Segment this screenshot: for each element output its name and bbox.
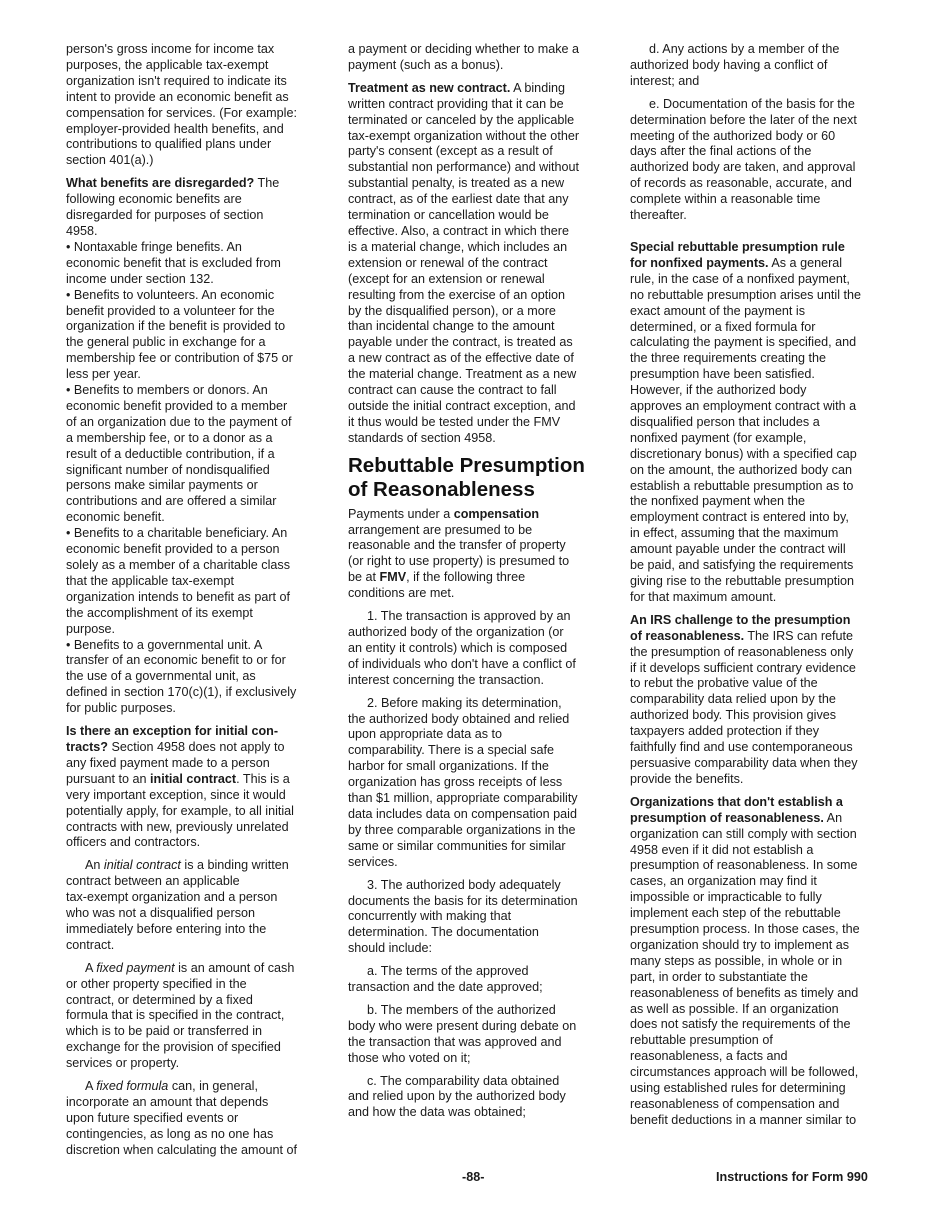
text-line: immediately before entering into the: [66, 921, 267, 936]
text-run: be at: [348, 570, 380, 585]
text-line: benefit provided to a volunteer for the: [66, 303, 275, 318]
text-line: authorized body of the organization (or: [348, 625, 564, 639]
text-line: the three requirements creating the: [630, 351, 827, 366]
text-line: comparability. There is a special safe: [348, 743, 555, 758]
text-line: harbor for small organizations. If the: [348, 759, 549, 774]
text-line: substantial penalty, is treated as a new: [348, 176, 565, 191]
text-line: and relied upon by the authorized body: [348, 1089, 566, 1104]
text-run: An: [823, 810, 843, 825]
text-line: amount payable under the contract will: [630, 542, 846, 557]
text-line: authorized body having a conflict of: [630, 57, 828, 72]
italic-term: fixed formula: [96, 1079, 169, 1094]
text-line: complete within a reasonable time: [630, 192, 821, 207]
text-line: presumption have been satisfied.: [630, 367, 815, 382]
text-line: income under section 132.: [66, 271, 214, 286]
section-heading: [348, 454, 610, 503]
text-run: As a general: [768, 255, 843, 270]
text-line: contract between an applicable: [66, 874, 240, 889]
text-line: [348, 507, 610, 523]
text-line: the transaction that was approved and: [348, 1034, 562, 1049]
run-in-heading: Organizations that don't establish a: [630, 794, 843, 809]
sub-item-a: [348, 964, 610, 996]
text-line: (except for an extension or renewal: [348, 271, 545, 286]
text-line: economic benefit provided to a member: [66, 398, 288, 413]
text-line: [66, 1079, 328, 1095]
list-item-3: [348, 878, 610, 958]
text-line: than incidental change to the amount: [348, 319, 555, 334]
text-run: Payments under a: [348, 506, 454, 521]
text-run: Section 4958 does not apply to: [108, 739, 285, 754]
text-line: effective. Also, a contract in which there: [348, 223, 569, 238]
text-line: outside the initial contract exception, and: [348, 398, 576, 413]
text-line: that the applicable tax-exempt: [66, 573, 235, 588]
text-line: approves an employment contract with a: [630, 399, 857, 414]
text-line: However, if the authorized body: [630, 383, 807, 398]
text-line: rule, in the case of a nonfixed payment,: [630, 271, 850, 286]
text-line: upon appropriate data as to: [348, 727, 503, 742]
text-line: any fixed payment made to a person: [66, 755, 270, 770]
text-line: organization intends to benefit as part of: [66, 589, 291, 604]
text-column-right: [630, 42, 892, 1136]
text-line: membership fee or contribution of $75 or: [66, 351, 293, 366]
text-line: than $1 million, appropriate comparability: [348, 791, 578, 806]
italic-term: initial contract: [103, 858, 181, 873]
text-line: purpose.: [66, 621, 116, 636]
paragraph-organizations-no-presumption: [630, 795, 892, 1129]
text-line: incorporate an amount that depends: [66, 1095, 269, 1109]
text-line: does not satisfy the requirements of the: [630, 1017, 851, 1032]
text-column-left: [66, 42, 328, 1166]
text-line: • Benefits to members or donors. An: [66, 383, 268, 398]
text-line: establish a rebuttable presumption as to: [630, 478, 854, 493]
text-line: benefit deductions in a manner similar to: [630, 1112, 857, 1127]
text-line: implement each step of the rebuttable: [630, 906, 841, 921]
text-line: of an organization due to the payment of: [66, 414, 292, 429]
text-line: organization if the benefit is provided to: [66, 319, 286, 334]
text-line: potentially apply, for example, to all initial: [66, 803, 294, 818]
text-line: tax-exempt organization without the other: [348, 128, 580, 143]
text-line: discretion when calculating the amount of: [66, 1142, 298, 1157]
run-in-heading: tracts?: [66, 739, 108, 754]
text-line: body who were present during debate on: [348, 1018, 577, 1033]
text-line: for that maximum amount.: [630, 589, 777, 604]
text-line: interest; and: [630, 73, 700, 88]
text-line: contributions to qualified plans under: [66, 137, 272, 152]
text-line: be paid, and satisfying the requirements: [630, 558, 854, 573]
text-line: [66, 961, 328, 977]
text-line: documents the basis for its determination: [348, 893, 578, 908]
text-line: economic benefit.: [66, 510, 165, 525]
text-line: the material change. Treatment as a new: [348, 367, 577, 382]
text-line: circumstances approach will be followed,: [630, 1065, 859, 1080]
run-in-heading: Special rebuttable presumption rule: [630, 239, 845, 254]
text-line: contract, or determined by a fixed: [66, 992, 253, 1007]
text-line: contract.: [66, 937, 115, 952]
text-line: • Benefits to a charitable beneficiary. An: [66, 526, 288, 541]
text-line: cases, an organization may find it: [630, 874, 817, 889]
text-line: days after the final actions of the: [630, 144, 812, 159]
run-in-heading: What benefits are disregarded?: [66, 176, 255, 191]
text-line: authorized body are taken, and approval: [630, 160, 856, 175]
text-line: an entity it controls) which is composed: [348, 640, 568, 655]
text-line: taxpayers added protection if they: [630, 724, 820, 739]
text-line: nonfixed payment (for example,: [630, 430, 807, 445]
text-line: 3. The authorized body adequately: [367, 877, 561, 892]
text-line: thereafter.: [630, 208, 687, 223]
text-line: [66, 176, 328, 192]
run-in-heading: An IRS challenge to the presumption: [630, 612, 851, 627]
paragraph-irs-challenge: [630, 613, 892, 788]
run-in-heading: of reasonableness.: [630, 628, 745, 643]
text-line: extension or renewal of the contract: [348, 255, 548, 270]
text-line: of individuals who don't have a conflict of: [348, 656, 576, 671]
text-line: organization isn't required to indicate its: [66, 73, 287, 88]
text-line: reasonableness of benefits as timely and: [630, 985, 859, 1000]
text-line: presumption of reasonableness. In some: [630, 858, 858, 873]
text-line: very important exception, since it would: [66, 787, 286, 802]
text-line: rebuttable presumption of: [630, 1033, 773, 1048]
text-run: An: [85, 858, 104, 873]
paragraph-payment-continued: [348, 42, 610, 74]
text-line: organization can still comply with section: [630, 826, 857, 841]
text-line: or other property specified in the: [66, 976, 247, 991]
text-line: discretionary bonus) with a specified cap: [630, 446, 857, 461]
text-line: 2. Before making its determination,: [367, 695, 562, 710]
text-line: should include:: [348, 941, 433, 956]
text-line: presumption process. In those cases, the: [630, 922, 860, 937]
text-line: payable under the contract, is treated as: [348, 335, 573, 350]
text-line: on the amount, the authorized body can: [630, 462, 852, 477]
text-line: compensation for services. (For example:: [66, 105, 297, 120]
text-line: as well as possible. If an organization: [630, 1001, 839, 1016]
text-line: (or right to use property) is presumed to: [348, 554, 570, 569]
text-line: using established rules for determining: [630, 1081, 846, 1096]
text-line: contracts with new, previously unrelated: [66, 819, 289, 834]
text-line: person's gross income for income tax: [66, 42, 275, 56]
run-in-heading: for nonfixed payments.: [630, 255, 769, 270]
text-line: standards of section 4958.: [348, 430, 496, 445]
text-run: . This is a: [236, 771, 290, 786]
text-line: interest concerning the transaction.: [348, 672, 545, 687]
text-line: • Nontaxable fringe benefits. An: [66, 239, 242, 254]
footer-doc-title: Instructions for Form 990: [716, 1170, 868, 1184]
text-line: upon future specified events or: [66, 1110, 239, 1125]
text-run: A: [85, 960, 97, 975]
text-run: A binding: [510, 80, 565, 95]
text-line: determined, or a fixed formula for: [630, 319, 816, 334]
run-in-heading: Treatment as new contract.: [348, 80, 511, 95]
heading-line: of Reasonableness: [348, 478, 535, 502]
text-line: those who voted on it;: [348, 1050, 471, 1065]
text-line: determination before the later of the next: [630, 112, 857, 127]
text-line: contract can cause the contract to fall: [348, 383, 557, 398]
text-line: by the disqualified person), or a more: [348, 303, 556, 318]
paragraph-fixed-formula-definition: [66, 1079, 328, 1159]
heading-line: Rebuttable Presumption: [348, 453, 585, 477]
text-line: section 401(a).): [66, 153, 154, 168]
text-line: determination. The documentation: [348, 925, 539, 940]
sub-item-b: [348, 1003, 610, 1067]
text-line: it thus would be tested under the FMV: [348, 414, 561, 429]
text-line: [348, 81, 610, 97]
text-line: termination or cancellation would be: [348, 208, 549, 223]
text-line: transaction and the date approved;: [348, 980, 543, 995]
text-run: can, in general,: [168, 1079, 258, 1094]
text-run: The: [254, 176, 280, 191]
text-line: intent to provide an economic benefit as: [66, 89, 289, 104]
text-line: which is to be paid or transferred in: [66, 1024, 263, 1039]
text-line: employer-provided health benefits, and: [66, 121, 284, 136]
sub-item-e: [630, 97, 892, 224]
text-line: reasonable and the transfer of property: [348, 538, 566, 553]
text-line: 4958.: [66, 223, 98, 238]
text-line: conditions are met.: [348, 586, 455, 601]
list-item-1: [348, 609, 610, 689]
page-number: -88-: [462, 1170, 485, 1184]
text-line: the nonfixed payment when the: [630, 494, 806, 509]
text-line: a membership fee, or to a donor as a: [66, 430, 273, 445]
text-line: • Benefits to a governmental unit. A: [66, 637, 263, 652]
text-line: if it develops sufficient contrary evidence: [630, 660, 856, 675]
text-line: services or property.: [66, 1056, 180, 1071]
run-in-heading: presumption of reasonableness.: [630, 810, 824, 825]
text-line: in effect, assuming that the maximum: [630, 526, 839, 541]
text-line: of records as reasonable, accurate, and: [630, 176, 852, 191]
text-line: payment (such as a bonus).: [348, 57, 504, 72]
text-line: economic benefit that is excluded from: [66, 255, 281, 270]
text-run: pursuant to an: [66, 771, 151, 786]
text-line: purposes, the applicable tax-exempt: [66, 57, 269, 72]
text-line: result of a deductible contribution, if a: [66, 446, 275, 461]
text-line: party's consent (except as a result of: [348, 144, 553, 159]
list-item-2: [348, 696, 610, 871]
text-line: impossible or impracticable to fully: [630, 890, 822, 905]
text-line: disregarded for purposes of section: [66, 208, 264, 223]
paragraph-treatment-new-contract: [348, 81, 610, 447]
text-line: officers and contractors.: [66, 835, 201, 850]
text-line: economic benefit provided to a person: [66, 542, 280, 557]
text-line: less per year.: [66, 367, 141, 382]
text-run: A: [85, 1079, 97, 1094]
text-line: to rebut the probative value of the: [630, 676, 818, 691]
text-line: authorized body. This provision gives: [630, 708, 837, 723]
text-line: reasonableness of compensation and: [630, 1097, 840, 1111]
text-line: who was not a disqualified person: [66, 906, 256, 921]
text-line: meeting of the authorized body or 60: [630, 128, 836, 143]
text-line: many steps as possible, in whole or in: [630, 953, 843, 968]
text-line: arrangement are presumed to be: [348, 522, 533, 537]
text-column-middle: [348, 42, 610, 1128]
text-line: following economic benefits are: [66, 192, 242, 207]
paragraph-presumption-intro: [348, 507, 610, 602]
text-line: [66, 858, 328, 874]
text-line: b. The members of the authorized: [367, 1002, 556, 1017]
text-line: organization has gross receipts of less: [348, 775, 563, 790]
paragraph-initial-contract-definition: [66, 858, 328, 953]
run-in-heading: Is there an exception for initial con-: [66, 724, 279, 739]
text-line: written contract providing that it can be: [348, 96, 564, 111]
text-line: contributions and are offered a similar: [66, 494, 277, 509]
text-line: solely as a member of a charitable class: [66, 558, 290, 572]
text-line: formula that is specified in the contract,: [66, 1008, 285, 1023]
spacer: [630, 231, 892, 240]
text-line: [630, 256, 892, 272]
bold-term: FMV: [379, 570, 407, 585]
paragraph-nonfixed-payments: [630, 240, 892, 606]
text-run: is an amount of cash: [174, 960, 295, 975]
text-line: giving rise to the rebuttable presumption: [630, 574, 855, 588]
bold-term: compensation: [453, 506, 540, 521]
italic-term: fixed payment: [96, 960, 175, 975]
text-line: [630, 629, 892, 645]
text-line: significant number of nondisqualified: [66, 462, 270, 477]
text-line: d. Any actions by a member of the: [649, 42, 840, 56]
text-line: faithfully find and use contemporaneous: [630, 740, 853, 755]
text-line: contingencies, as long as no one has: [66, 1126, 274, 1141]
text-line: calculating the payment is specified, and: [630, 335, 857, 350]
text-line: provide the benefits.: [630, 771, 744, 786]
text-line: the authorized body obtained and relied: [348, 711, 570, 726]
text-line: the use of a governmental unit, as: [66, 669, 256, 684]
text-line: a new contract as of the effective date of: [348, 351, 574, 366]
text-line: substantial non performance) and without: [348, 160, 580, 175]
text-line: the presumption of reasonableness only: [630, 644, 854, 659]
text-line: organization should try to implement as: [630, 937, 850, 952]
paragraph-initial-contracts: [66, 724, 328, 851]
text-line: a. The terms of the approved: [367, 964, 529, 979]
text-line: [630, 811, 892, 827]
text-run: , if the following three: [406, 570, 526, 585]
text-line: • Benefits to volunteers. An economic: [66, 287, 275, 302]
text-line: c. The comparability data obtained: [367, 1073, 560, 1088]
sub-item-d: [630, 42, 892, 90]
text-run: The IRS can refute: [744, 628, 854, 643]
text-line: defined in section 170(c)(1), if exclusively: [66, 685, 297, 700]
text-line: 1. The transaction is approved by an: [367, 609, 571, 624]
text-line: for public purposes.: [66, 701, 176, 716]
text-line: same or similar communities for similar: [348, 838, 566, 853]
paragraph-benefits-disregarded: [66, 176, 328, 717]
text-line: contract, as of the earliest date that any: [348, 192, 569, 207]
text-line: e. Documentation of the basis for the: [649, 96, 855, 111]
text-line: resulting from the exercise of an option: [348, 287, 566, 302]
text-line: [348, 570, 610, 586]
text-line: and how the data was obtained;: [348, 1105, 526, 1120]
text-line: no rebuttable presumption arises until the: [630, 287, 862, 302]
sub-item-c: [348, 1074, 610, 1122]
text-line: persuasive comparability data when they: [630, 755, 858, 770]
text-line: services.: [348, 854, 398, 869]
text-line: a payment or deciding whether to make a: [348, 42, 580, 56]
paragraph-fixed-payment-definition: [66, 961, 328, 1072]
text-line: the accomplishment of its exempt: [66, 605, 253, 620]
text-line: disqualified person that includes a: [630, 414, 820, 429]
text-line: exchange for the provision of specified: [66, 1040, 281, 1055]
text-line: [66, 740, 328, 756]
text-line: is a material change, which includes an: [348, 239, 568, 254]
text-line: the general public in exchange for a: [66, 335, 266, 350]
paragraph-gross-income: [66, 42, 328, 169]
text-line: concurrently with making that: [348, 909, 512, 924]
text-line: exact amount of the payment is: [630, 303, 806, 318]
text-line: data includes data on compensation paid: [348, 806, 577, 821]
text-line: 4958 even if it did not establish a: [630, 842, 814, 857]
text-line: employment contract is entered into by,: [630, 510, 849, 525]
text-run: is a binding written: [180, 858, 289, 873]
text-line: part, in order to substantiate the: [630, 969, 808, 984]
text-line: transfer of an economic benefit to or for: [66, 653, 286, 668]
bold-term: initial contract: [150, 771, 237, 786]
text-line: persons make similar payments or: [66, 478, 258, 493]
text-line: reasonableness, a facts and: [630, 1049, 788, 1064]
text-line: comparability data relied upon by the: [630, 692, 836, 707]
text-line: by three comparable organizations in the: [348, 822, 576, 837]
text-line: [66, 772, 328, 788]
text-line: terminated or canceled by the applicable: [348, 112, 575, 127]
text-line: tax-exempt organization and a person: [66, 890, 278, 905]
